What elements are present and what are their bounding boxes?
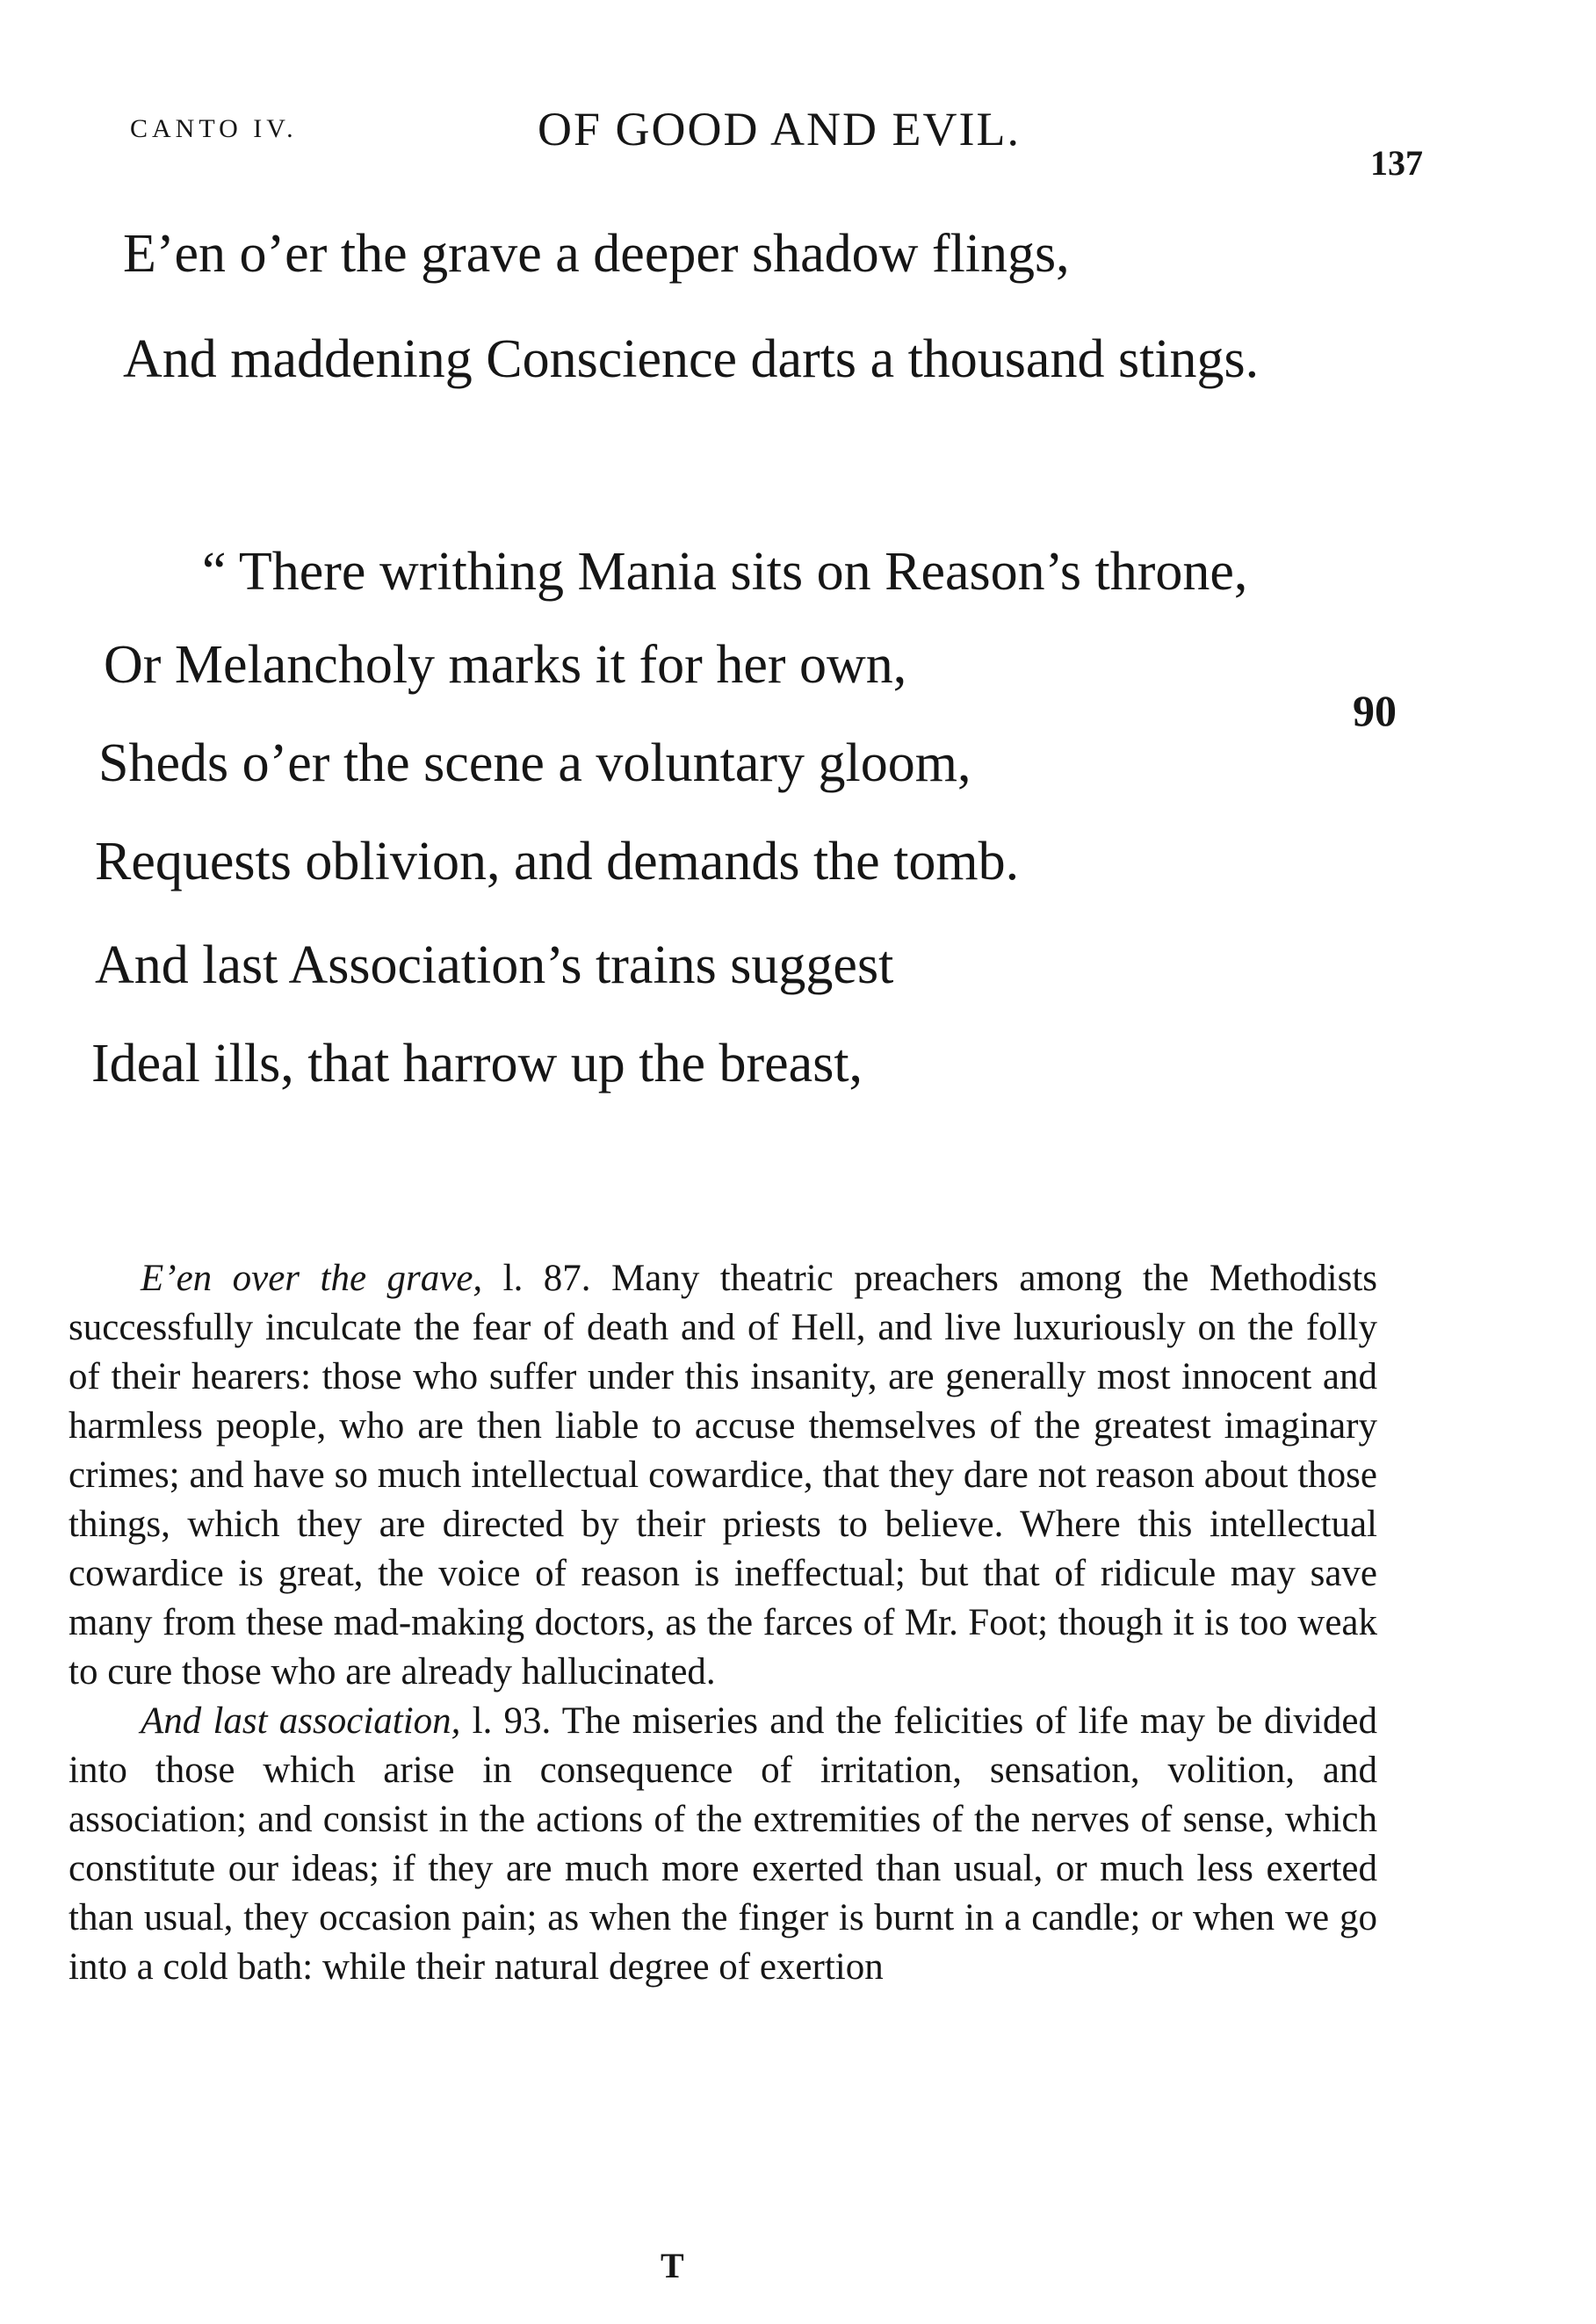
running-title: OF GOOD AND EVIL. [538,103,1021,155]
page-number: 137 [1370,143,1423,183]
verse-line: “ There writhing Mania sits on Reason’s throne, [202,542,1248,602]
footnote-text: l. 87. Many theatric preachers among the Methodists successfully inculcate the fear of death and of Hell, and live luxuriously on the folly of their hearers: those who suffer under this insanity, are generally most innocent and harmless people, who are then liable to accuse themselves of the greatest imaginary crimes; and have so much intellectual cowardice, that they dare not reason about those things, which they are directed by their priests to believe. Where this intellectual cowardice is great, the voice of reason is ineffectual; but that of ridicule may save many from these mad-making doctors, as the farces of Mr. Foot; though it is too weak to cure those who are already hallucinated. [69,1258,1377,1692]
running-header [0,103,1596,193]
line-number: 90 [1353,686,1397,735]
verse-line: And maddening Conscience darts a thousand stings. [123,329,1260,389]
verse-line: And last Association’s trains suggest [95,935,894,995]
running-section: CANTO IV. [130,114,298,143]
signature-mark: T [661,2246,684,2285]
footnote-text: l. 93. The miseries and the felicities of life may be divided into those which arise in consequence of irritation, sensation, volition, and association; and consist in the actions of the extremities of the nerves of sense, which constitute our ideas; if they are much more exerted than usual, or much less exerted than usual, they occasion pain; as when the finger is burnt in a candle; or when we go into a cold bath: while their natural degree of exertion [69,1700,1377,1988]
footnote [69,1697,1377,1992]
verse-line: Ideal ills, that harrow up the breast, [91,1034,863,1093]
footnotes [69,1254,1377,1992]
verse-line: E’en o’er the grave a deeper shadow flings, [123,224,1070,284]
footnote-lemma: E’en over the grave, [141,1258,483,1299]
footnote-lemma: And last association, [141,1700,461,1742]
verse-line: Or Melancholy marks it for her own, [104,635,907,695]
footnote [69,1254,1377,1697]
verse-line: Sheds o’er the scene a voluntary gloom, [98,733,971,793]
verse-line: Requests oblivion, and demands the tomb. [95,832,1020,891]
